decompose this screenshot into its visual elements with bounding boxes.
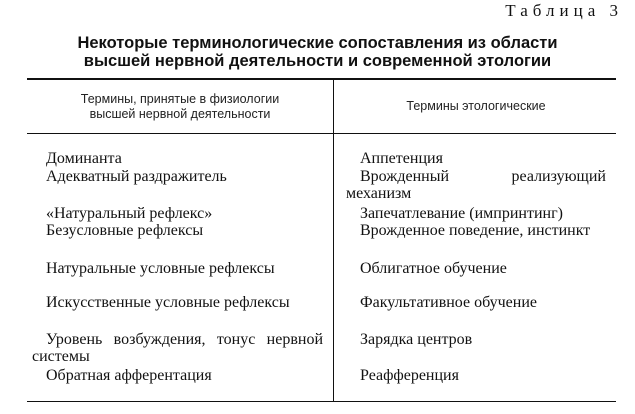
table-title-line-1: Некоторые терминологические сопоставления из области — [77, 34, 558, 52]
header-separator-rule — [27, 133, 616, 134]
table-number: Таблица 3 — [505, 1, 623, 20]
left-term-artificial-conditioned-reflexes: Искусственные условные рефлексы — [46, 294, 290, 311]
right-term-imprinting: Запечатлевание (импринтинг) — [360, 205, 563, 222]
left-term-feedback-afferentation: Обратная афферентация — [46, 367, 212, 384]
right-term-center-charging: Зарядка центров — [360, 331, 473, 348]
right-term-appetencia: Аппетенция — [360, 150, 443, 167]
right-term-reafference: Реафференция — [360, 367, 459, 384]
left-column-header — [30, 92, 330, 122]
right-column-header: Термины этологические — [406, 99, 546, 113]
table-bottom-rule — [27, 401, 616, 402]
left-term-natural-conditioned-reflexes: Натуральные условные рефлексы — [46, 260, 275, 277]
left-column-header-line-1: Термины, принятые в физиологии — [80, 92, 280, 106]
table-top-rule — [27, 78, 616, 80]
left-term-excitation-level: Уровень возбуждения, тонус нервной системы — [32, 331, 323, 365]
left-term-adequate-stimulus: Адекватный раздражитель — [46, 168, 227, 185]
left-column-header-line-2: высшей нервной деятельности — [89, 107, 271, 121]
right-term-innate-behavior: Врожденное поведение, инстинкт — [360, 222, 591, 239]
right-term-obligatory-learning: Облигатное обучение — [360, 260, 507, 277]
left-term-natural-reflex: «Натуральный рефлекс» — [46, 205, 213, 222]
table-title-line-2: высшей нервной деятельности и современной этологии — [83, 52, 552, 70]
left-term-unconditioned-reflexes: Безусловные рефлексы — [46, 222, 204, 239]
column-divider — [333, 79, 334, 401]
left-term-dominanta: Доминанта — [46, 150, 122, 167]
right-term-facultative-learning: Факультативное обучение — [360, 294, 538, 311]
right-term-innate-releasing-mechanism: Врожденный реализующий механизм — [346, 168, 606, 202]
